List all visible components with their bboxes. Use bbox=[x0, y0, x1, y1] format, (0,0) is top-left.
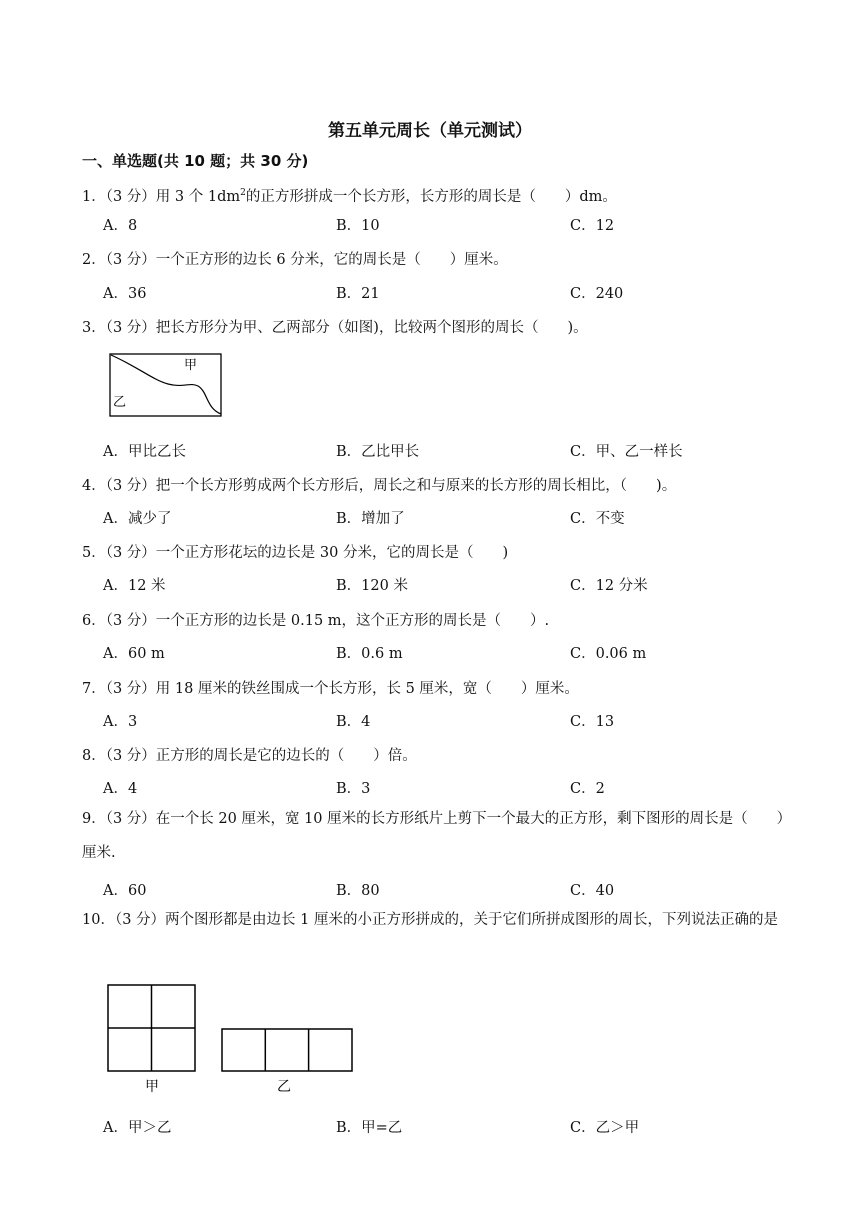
question-9: 9．（3 分）在一个长 20 厘米，宽 10 厘米的长方形纸片上剪下一个最大的正方形，剩下图形的周长是（ ）厘米. bbox=[82, 811, 792, 861]
question-10: 10．（3 分）两个图形都是由边长 1 厘米的小正方形拼成的，关于它们所拼成图形的周长，下列说法正确的是 bbox=[82, 912, 778, 928]
question-4: 4．（3 分）把一个长方形剪成两个长方形后，周长之和与原来的长方形的周长相比，（ )。 bbox=[82, 478, 677, 494]
question-10-option-b[interactable]: B．甲=乙 bbox=[336, 1120, 403, 1136]
figure-label-jia: 甲 bbox=[184, 358, 198, 373]
question-1-option-a[interactable]: A．8 bbox=[103, 218, 138, 234]
question-3-option-c[interactable]: C．甲、乙一样长 bbox=[570, 444, 683, 460]
figure-yi-grid bbox=[222, 1029, 352, 1071]
question-9-option-a[interactable]: A．60 bbox=[103, 883, 147, 899]
question-4-option-a[interactable]: A．减少了 bbox=[103, 511, 172, 527]
figure-dividing-curve bbox=[111, 355, 221, 414]
question-10-option-c[interactable]: C．乙＞甲 bbox=[570, 1120, 640, 1136]
question-6: 6．（3 分）一个正方形的边长是 0.15 m，这个正方形的周长是（ ）. bbox=[82, 613, 550, 629]
question-7: 7．（3 分）用 18 厘米的铁丝围成一个长方形，长 5 厘米，宽（ ）厘米。 bbox=[82, 681, 579, 697]
question-2: 2．（3 分）一个正方形的边长 6 分米，它的周长是（ ）厘米。 bbox=[82, 252, 508, 268]
question-8-option-a[interactable]: A．4 bbox=[103, 781, 138, 797]
question-7-option-b[interactable]: B．4 bbox=[336, 714, 371, 730]
question-6-option-a[interactable]: A．60 m bbox=[103, 646, 165, 662]
question-1-superscript: 2 bbox=[240, 188, 246, 199]
question-3-option-b[interactable]: B．乙比甲长 bbox=[336, 444, 420, 460]
page-title: 第五单元周长（单元测试） bbox=[328, 121, 532, 141]
question-4-option-c[interactable]: C．不变 bbox=[570, 511, 625, 527]
question-8-option-c[interactable]: C．2 bbox=[570, 781, 605, 797]
figure-jia-grid bbox=[108, 985, 195, 1071]
question-1-text-b: 的正方形拼成一个长方形，长方形的周长是（ ）dm。 bbox=[245, 189, 617, 205]
section-heading: 一、单选题(共 10 题；共 30 分) bbox=[82, 152, 309, 170]
question-10-option-a[interactable]: A．甲＞乙 bbox=[103, 1120, 172, 1136]
question-6-option-b[interactable]: B．0.6 m bbox=[336, 646, 403, 662]
question-8-option-b[interactable]: B．3 bbox=[336, 781, 371, 797]
question-5-option-b[interactable]: B．120 米 bbox=[336, 578, 408, 594]
question-2-option-c[interactable]: C．240 bbox=[570, 286, 624, 302]
figure-label-jia: 甲 bbox=[145, 1079, 159, 1095]
question-9-option-b[interactable]: B．80 bbox=[336, 883, 380, 899]
question-8: 8．（3 分）正方形的周长是它的边长的（ ）倍。 bbox=[82, 748, 417, 764]
question-7-option-a[interactable]: A．3 bbox=[103, 714, 138, 730]
question-3-figure bbox=[108, 352, 224, 418]
question-3-option-a[interactable]: A．甲比乙长 bbox=[103, 444, 186, 460]
question-1-text-a: 1．（3 分）用 3 个 1dm bbox=[82, 189, 241, 205]
question-9-option-c[interactable]: C．40 bbox=[570, 883, 615, 899]
question-5: 5．（3 分）一个正方形花坛的边长是 30 分米，它的周长是（ ) bbox=[82, 545, 509, 561]
question-3: 3．（3 分）把长方形分为甲、乙两部分（如图)，比较两个图形的周长（ )。 bbox=[82, 320, 588, 336]
question-5-option-c[interactable]: C．12 分米 bbox=[570, 578, 648, 594]
question-1 bbox=[82, 185, 617, 206]
question-10-figure bbox=[105, 982, 360, 1097]
question-7-option-c[interactable]: C．13 bbox=[570, 714, 615, 730]
question-1-option-b[interactable]: B．10 bbox=[336, 218, 380, 234]
question-4-option-b[interactable]: B．增加了 bbox=[336, 511, 405, 527]
question-2-option-b[interactable]: B．21 bbox=[336, 286, 380, 302]
question-5-option-a[interactable]: A．12 米 bbox=[103, 578, 166, 594]
figure-label-yi: 乙 bbox=[113, 395, 127, 410]
question-6-option-c[interactable]: C．0.06 m bbox=[570, 646, 647, 662]
figure-label-yi: 乙 bbox=[277, 1079, 291, 1095]
question-2-option-a[interactable]: A．36 bbox=[103, 286, 147, 302]
question-1-option-c[interactable]: C．12 bbox=[570, 218, 615, 234]
